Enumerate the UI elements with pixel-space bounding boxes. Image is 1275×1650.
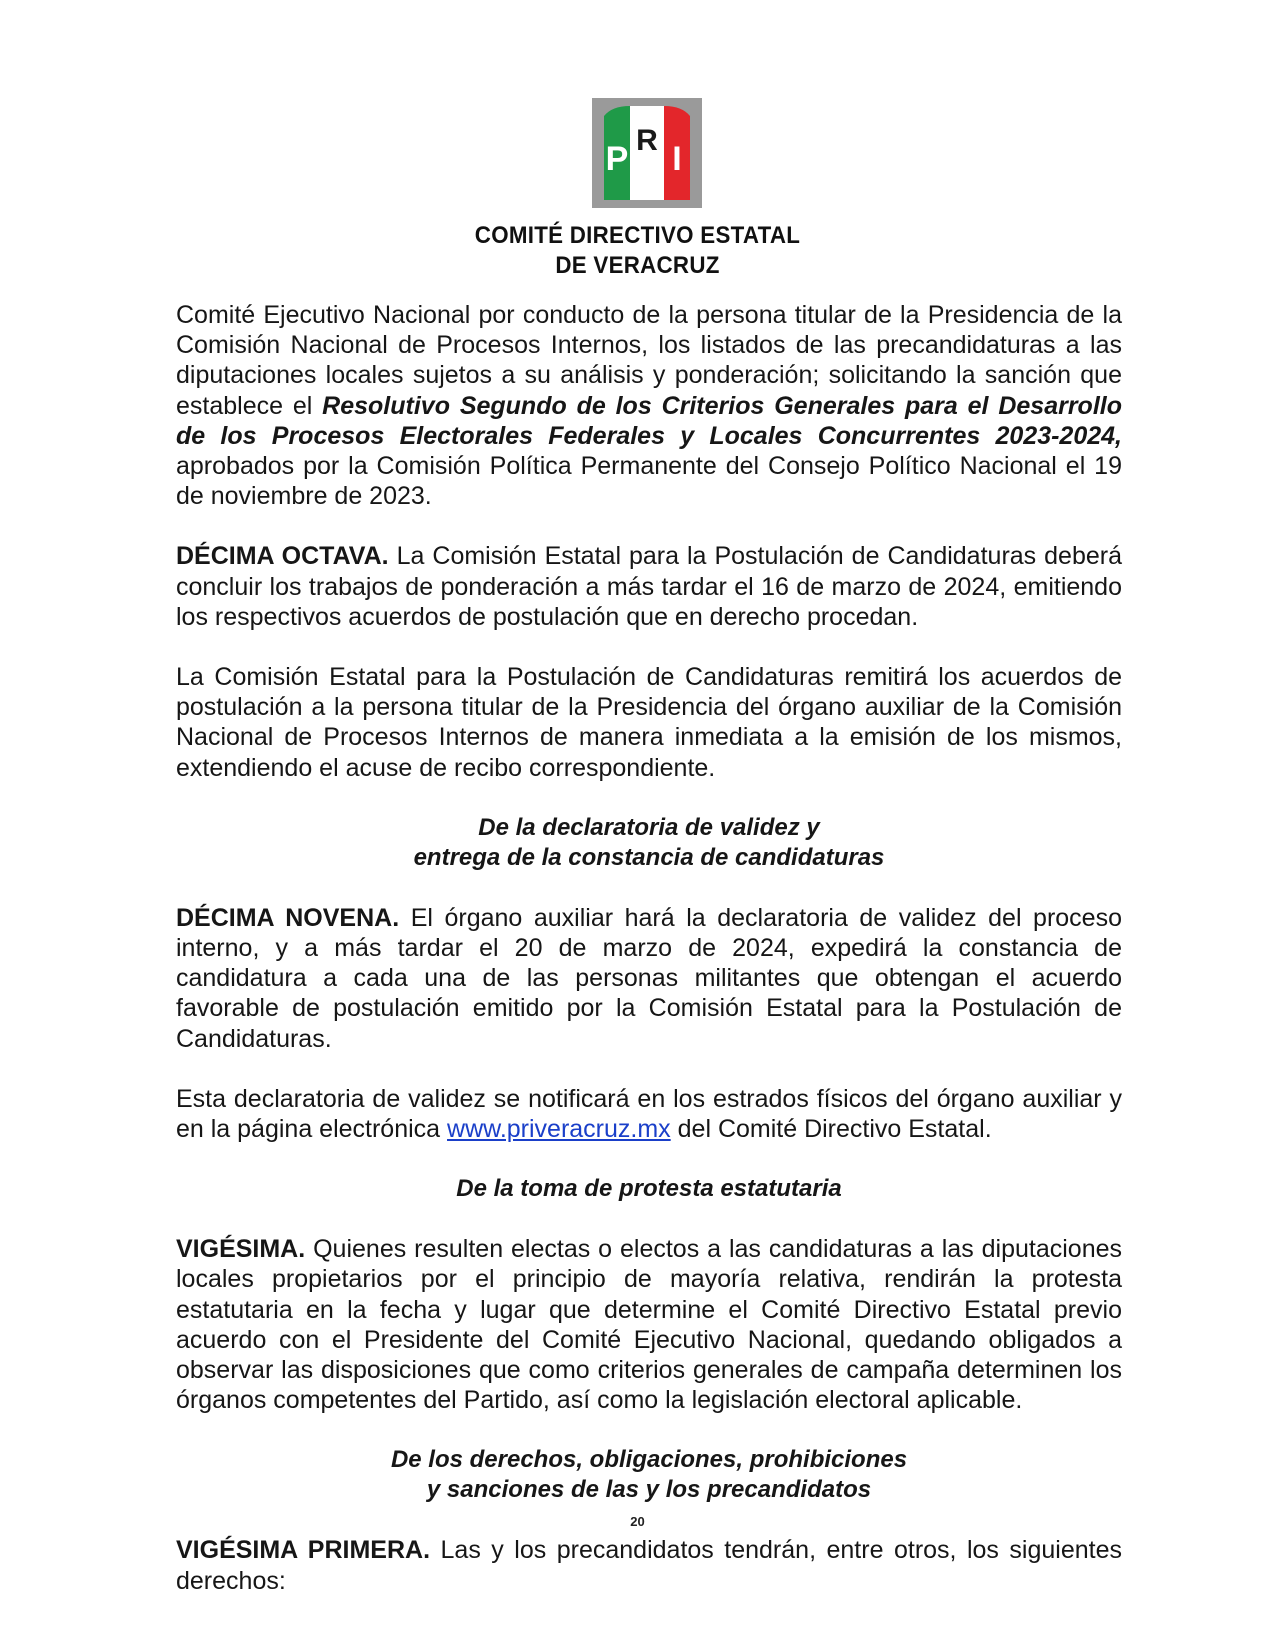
clause-label: VIGÉSIMA PRIMERA. (176, 1536, 431, 1565)
paragraph-intro: Comité Ejecutivo Nacional por conducto de la persona titular de la Presidencia de la Comisión Nacional de Procesos Internos, los listados de las precandidaturas a las diputaciones locales sujetos a su análisis y ponderación; solicitando la sanción que establece el Resolutivo Segundo de los Criterios Generales para el Desarrollo de los Procesos Electorales Federales y Locales Concurrentes 2023-2024, aprobados por la Comisión Política Permanente del Consejo Político Nacional el 19 de noviembre de 2023. (176, 301, 1122, 511)
website-link[interactable]: www.priveracruz.mx (447, 1115, 671, 1144)
paragraph-vigesima: VIGÉSIMA. Quienes resulten electas o electos a las candidaturas a las diputaciones locales propietarios por el principio de mayoría relativa, rendirán la protesta estatutaria en la fecha y lugar que determine el Comité Directivo Estatal previo acuerdo con el Presidente del Comité Ejecutivo Nacional, quedando obligados a observar las disposiciones que como criterios generales de campaña determinen los órganos competentes del Partido, así como la legislación electoral aplicable. (176, 1235, 1122, 1415)
org-name-line2: DE VERACRUZ (555, 252, 720, 279)
clause-label: DÉCIMA OCTAVA. (176, 542, 389, 571)
document-body (176, 300, 1122, 1596)
paragraph-vigesima-primera: VIGÉSIMA PRIMERA. Las y los precandidatos tendrán, entre otros, los siguientes derechos: (176, 1536, 1122, 1595)
page-number: 20 (630, 1514, 645, 1529)
pri-logo (592, 98, 702, 208)
section-heading-derechos: De los derechos, obligaciones, prohibiciones y sanciones de las y los precandidatos (390, 1446, 908, 1504)
section-heading-protesta: De la toma de protesta estatutaria (456, 1175, 842, 1203)
paragraph-decima-novena: DÉCIMA NOVENA. El órgano auxiliar hará la declaratoria de validez del proceso interno, y a más tardar el 20 de marzo de 2024, expedirá la constancia de candidatura a cada una de las personas militantes que obtengan el acuerdo favorable de postulación emitido por la Comisión Estatal para la Postulación de Candidaturas. (176, 903, 1122, 1053)
clause-label: VIGÉSIMA. (176, 1235, 306, 1264)
logo-letter-i: I (672, 140, 682, 178)
clause-label: DÉCIMA NOVENA. (176, 903, 400, 932)
paragraph-remision: La Comisión Estatal para la Postulación de Candidaturas remitirá los acuerdos de postulación a la persona titular de la Presidencia del órgano auxiliar de la Comisión Nacional de Procesos Internos de manera inmediata a la emisión de los mismos, extendiendo el acuse de recibo correspondiente. (176, 663, 1122, 782)
logo-letter-p: P (605, 140, 629, 178)
paragraph-notificacion: Esta declaratoria de validez se notificará en los estrados físicos del órgano auxiliar y en la página electrónica www.priveracruz.mx del Comité Directivo Estatal. (176, 1084, 1122, 1144)
section-heading-declaratoria: De la declaratoria de validez y entrega de la constancia de candidaturas (413, 813, 885, 871)
org-name-line1: COMITÉ DIRECTIVO ESTATAL (474, 222, 801, 249)
resolutivo-reference: Resolutivo Segundo de los Criterios Generales para el Desarrollo de los Procesos Electorales Federales y Locales Concurrentes 2023-2024, (176, 391, 1122, 450)
logo-letter-r: R (636, 124, 658, 157)
paragraph-decima-octava: DÉCIMA OCTAVA. La Comisión Estatal para la Postulación de Candidaturas deberá concluir los trabajos de ponderación a más tardar el 16 de marzo de 2024, emitiendo los respectivos acuerdos de postulación que en derecho procedan. (176, 542, 1122, 631)
